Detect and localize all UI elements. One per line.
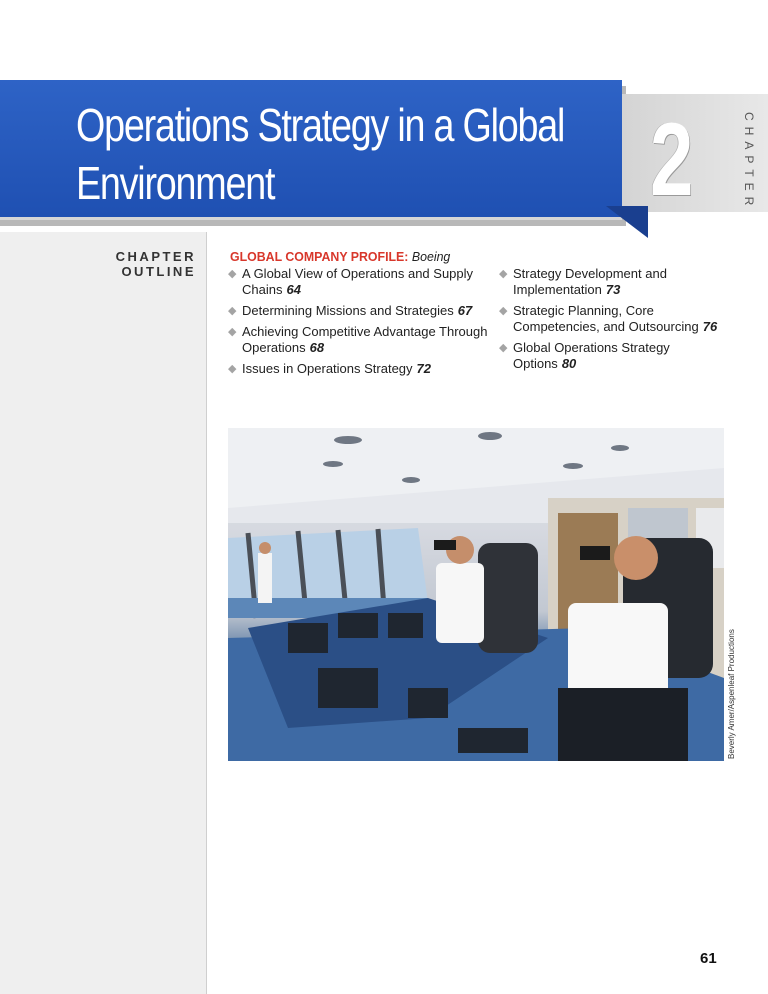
outline-item — [228, 361, 490, 377]
outline-item-text: Global Operations Strategy Options — [513, 340, 670, 371]
global-company-profile — [230, 249, 450, 264]
profile-company: Boeing — [411, 249, 451, 264]
outline-label-line-1: CHAPTER — [115, 249, 196, 264]
outline-item-page: 64 — [286, 282, 301, 297]
diamond-bullet-icon: ◆ — [228, 305, 237, 317]
outline-item-page: 68 — [309, 340, 325, 355]
diamond-bullet-icon: ◆ — [228, 363, 237, 375]
chapter-title-line-1: Operations Strategy in a Global — [76, 99, 565, 151]
outline-item-page: 73 — [605, 282, 621, 297]
photo-credit: Beverly Amer/Aspenleaf Productions — [727, 629, 736, 759]
outline-item-page: 76 — [702, 319, 718, 334]
diamond-bullet-icon: ◆ — [228, 268, 237, 280]
outline-item-text: Issues in Operations Strategy — [242, 361, 413, 376]
outline-item-page: 80 — [561, 356, 577, 371]
profile-label: GLOBAL COMPANY PROFILE: — [230, 249, 409, 264]
outline-item-page: 72 — [416, 361, 431, 376]
diamond-bullet-icon: ◆ — [499, 342, 508, 354]
chapter-title-line-2: Environment — [76, 157, 275, 209]
outline-item-text: Strategy Development and Implementation — [513, 266, 667, 297]
outline-item-text: Achieving Competitive Advantage Through Operations — [242, 324, 488, 355]
outline-column-1 — [228, 266, 490, 382]
outline-item — [499, 340, 721, 372]
outline-item — [228, 324, 490, 356]
chapter-number: 2 — [650, 102, 691, 218]
outline-item — [499, 303, 721, 335]
outline-column-2 — [499, 266, 721, 377]
left-sidebar — [0, 232, 207, 994]
ship-bridge-photo — [228, 428, 724, 761]
outline-item-text: A Global View of Operations and Supply Chains — [242, 266, 474, 297]
outline-item-text: Determining Missions and Strategies — [242, 303, 454, 318]
diamond-bullet-icon: ◆ — [499, 268, 508, 280]
outline-item-page: 67 — [457, 303, 473, 318]
page-number: 61 — [700, 950, 717, 967]
outline-label-line-2: OUTLINE — [121, 264, 196, 279]
diamond-bullet-icon: ◆ — [499, 305, 508, 317]
outline-item — [499, 266, 721, 298]
chapter-vertical-label: CHAPTER — [742, 112, 756, 212]
outline-item — [228, 303, 490, 319]
ship-bridge-illustration — [228, 428, 724, 761]
tab-fold — [606, 206, 648, 238]
outline-item-text: Strategic Planning, Core Competencies, and Outsourcing — [513, 303, 699, 334]
chapter-outline-label — [86, 249, 196, 279]
diamond-bullet-icon: ◆ — [228, 326, 237, 338]
outline-item — [228, 266, 490, 298]
